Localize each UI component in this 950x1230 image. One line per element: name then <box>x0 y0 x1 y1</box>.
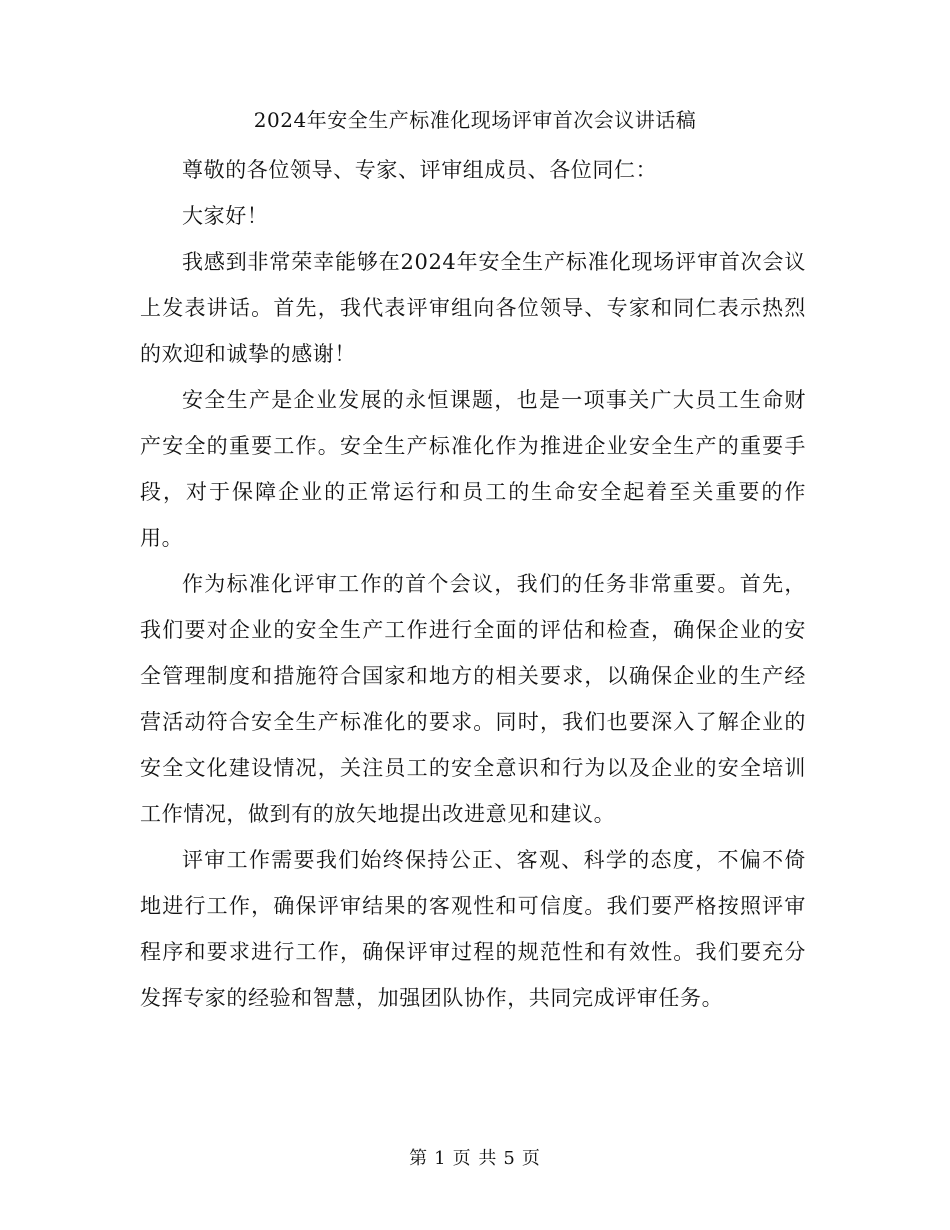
body-paragraph-1: 我感到非常荣幸能够在2024年安全生产标准化现场评审首次会议上发表讲话。首先，我代表评审组向各位领导、专家和同仁表示热烈的欢迎和诚挚的感谢！ <box>140 250 806 366</box>
footer-prefix: 第 <box>409 1148 429 1169</box>
footer-page-number: 1 <box>434 1148 447 1169</box>
body-paragraph-4: 评审工作需要我们始终保持公正、客观、科学的态度，不偏不倚地进行工作，确保评审结果的客观性和可信度。我们要严格按照评审程序和要求进行工作，确保评审过程的规范性和有效性。我们要充分发挥专家的经验和智慧，加强团队协作，共同完成评审任务。 <box>140 848 806 1010</box>
body-paragraph-2: 安全生产是企业发展的永恒课题，也是一项事关广大员工生命财产安全的重要工作。安全生产标准化作为推进企业安全生产的重要手段，对于保障企业的正常运行和员工的生命安全起着至关重要的作用。 <box>140 388 806 550</box>
footer-total-pages: 5 <box>503 1148 516 1169</box>
body-paragraph-3: 作为标准化评审工作的首个会议，我们的任务非常重要。首先，我们要对企业的安全生产工作进行全面的评估和检查，确保企业的安全管理制度和措施符合国家和地方的相关要求，以确保企业的生产经营活动符合安全生产标准化的要求。同时，我们也要深入了解企业的安全文化建设情况，关注员工的安全意识和行为以及企业的安全培训工作情况，做到有的放矢地提出改进意见和建议。 <box>140 572 806 826</box>
page-footer <box>0 1145 950 1173</box>
footer-middle: 页 共 <box>452 1148 498 1169</box>
greeting-paragraph: 大家好！ <box>182 204 269 228</box>
document-title: 2024年安全生产标准化现场评审首次会议讲话稿 <box>253 108 697 132</box>
footer-suffix: 页 <box>521 1148 541 1169</box>
document-body <box>140 147 806 1021</box>
salutation-paragraph: 尊敬的各位领导、专家、评审组成员、各位同仁： <box>182 158 658 182</box>
